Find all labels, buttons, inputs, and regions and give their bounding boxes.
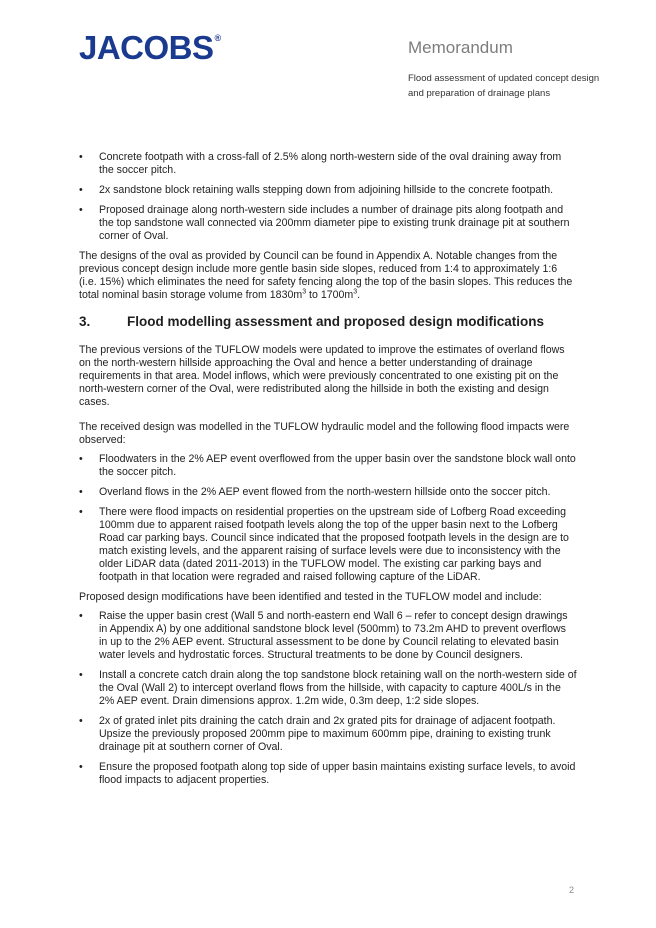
list-item: • 2x of grated inlet pits draining the catch drain and 2x grated pits for drainage of adjacent footpath. Upsize the previously proposed 200mm pipe to maximum 600mm pipe, draining to existing trunk drainage pit at southern corner of Oval.	[79, 715, 556, 753]
memo-body	[79, 151, 577, 794]
design-modifications-list	[79, 610, 577, 787]
list-item: • Ensure the proposed footpath along top side of upper basin maintains existing surface levels, to avoid flood impacts to adjacent properties.	[79, 761, 576, 786]
list-item: • Install a concrete catch drain along the top sandstone block retaining wall on the north-western side of the Oval (Wall 2) to intercept overland flows from the hillside, with capacity to capture 400L/s in the 2% AEP event. Drain dimensions approx. 1.2m wide, 0.3m deep, 1:2 side slopes.	[79, 669, 577, 707]
bullet-icon: •	[79, 610, 83, 622]
bullet-icon: •	[79, 506, 83, 518]
list-item: • Proposed drainage along north-western side includes a number of drainage pits along footpath and the top sandstone wall connected via 200mm diameter pipe to existing trunk drainage pit at southern corner of Oval.	[79, 204, 570, 242]
registered-mark: ®	[214, 33, 221, 43]
list-item: • Overland flows in the 2% AEP event flowed from the north-western hillside onto the soccer pitch.	[79, 486, 551, 498]
list-item: • There were flood impacts on residential properties on the upstream side of Lofberg Road exceeding 100mm due to apparent raised footpath levels along the top of the upper basin next to the Lofberg Road car parking bays. Council since indicated that the proposed footpath levels in the design are to match existing levels, and the apparent raising of surface levels were due to inconsistency with the older LiDAR data (dated 2011-2013) in the TUFLOW model. The existing car parking bays and footpath in that location were regraded and raised following capture of the LiDAR.	[79, 506, 569, 583]
previous-models-paragraph: The previous versions of the TUFLOW models were updated to improve the estimates of overland flows on the north-western hillside approaching the Oval and hence a better understanding of drainage requirements in that area. Model inflows, which were previously concentrated to one existing pit on the north-western corner of the Oval, were redistributed along the hillside in both the existing and design cases.	[79, 344, 565, 408]
proposed-modifications-paragraph: Proposed design modifications have been identified and tested in the TUFLOW model and include:	[79, 591, 542, 603]
bullet-icon: •	[79, 453, 83, 465]
received-design-paragraph: The received design was modelled in the TUFLOW hydraulic model and the following flood impacts were observed:	[79, 421, 570, 446]
bullet-icon: •	[79, 204, 83, 216]
bullet-icon: •	[79, 669, 83, 681]
list-item: • Concrete footpath with a cross-fall of 2.5% along north-western side of the oval draining away from the soccer pitch.	[79, 151, 562, 176]
list-item: • 2x sandstone block retaining walls stepping down from adjoining hillside to the concrete footpath.	[79, 184, 554, 196]
bullet-icon: •	[79, 486, 83, 498]
designs-paragraph: The designs of the oval as provided by Council can be found in Appendix A. Notable changes from the previous concept design include more gentle basin side slopes, reduced from 1:4 to approximately 1:6 (i.e. 15%) which eliminates the need for safety fencing along the top of the basin slopes. This reduces the total nominal basin storage volume from $1830m^3$ to $1700m^3$.	[79, 250, 573, 301]
section-title: Flood modelling assessment and proposed design modifications	[127, 314, 545, 329]
bullet-icon: •	[79, 184, 83, 196]
section-heading	[79, 314, 577, 330]
design-features-list	[79, 151, 577, 243]
bullet-icon: •	[79, 151, 83, 163]
memo-subtitle: Flood assessment of updated concept design and preparation of drainage plans	[408, 73, 600, 99]
logo-text: JACOBS	[79, 29, 214, 66]
bullet-icon: •	[79, 761, 83, 773]
memo-title: Memorandum	[408, 38, 513, 57]
page-number: 2	[569, 885, 575, 895]
flood-impacts-list	[79, 453, 577, 584]
jacobs-logo	[79, 31, 221, 64]
list-item: • Raise the upper basin crest (Wall 5 and north-eastern end Wall 6 – refer to concept design drawings in Appendix A) by one additional sandstone block level (500mm) to 73.2m AHD to prevent overflows in up to the 2% AEP event. Structural assessment to be done by Council relating to elevated basin water levels and hydrostatic forces. Structural treatments to be done by Council designers.	[79, 610, 568, 661]
bullet-icon: •	[79, 715, 83, 727]
section-number: 3.	[79, 314, 91, 329]
list-item: • Floodwaters in the 2% AEP event overflowed from the upper basin over the sandstone block wall onto the soccer pitch.	[79, 453, 576, 478]
